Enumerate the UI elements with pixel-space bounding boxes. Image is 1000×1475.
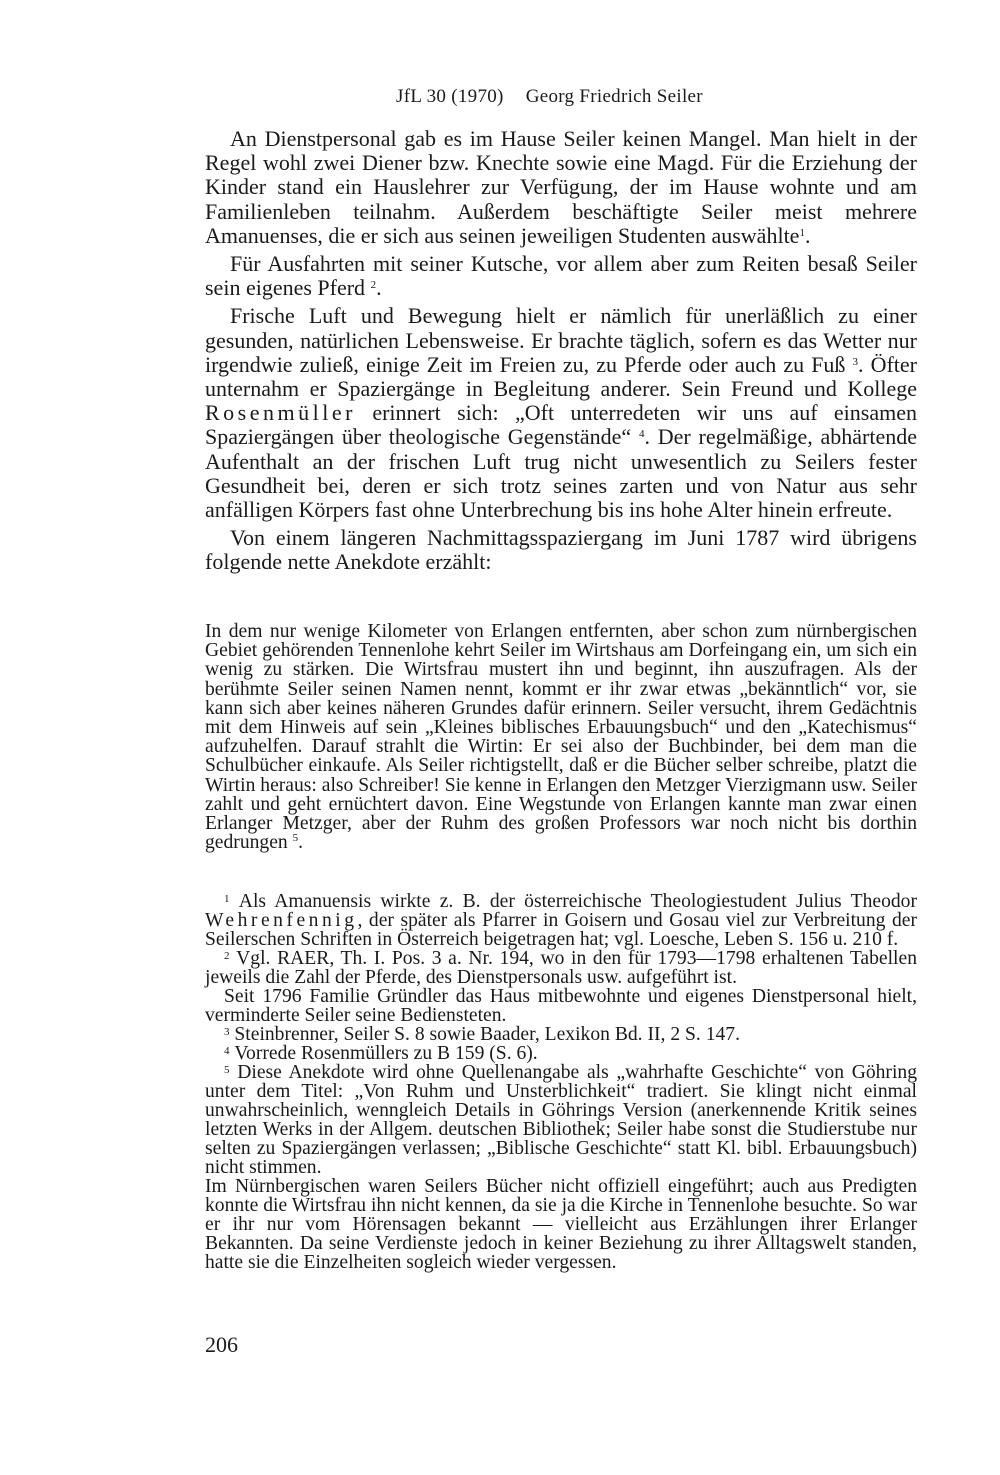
running-header	[396, 86, 703, 108]
anecdote-quote: In dem nur wenige Kilometer von Erlangen entfernten, aber schon zum nürnbergischen Gebiet gehörenden Tennenlohe kehrt Seiler im Wirtshaus am Dorfeingang ein, um sich ein wenig zu stärken. Die Wirtsfrau mustert ihn und beginnt, ihn auszufragen. Als der berühmte Seiler seinen Namen nennt, kommt er ihr zwar etwas „bekänntlich“ vor, sie kann sich aber keines näheren Grundes dafür erinnern. Seiler versucht, ihrem Gedächtnis mit dem Hinweis auf sein „Kleines biblisches Erbauungsbuch“ und den „Katechismus“ aufzuhelfen. Darauf strahlt die Wirtin: Er sei also der Buchbinder, bei dem man die Schulbücher einkaufe. Als Seiler richtigstellt, daß er die Bücher selber schreibe, platzt die Wirtin heraus: also Schreiber! Sie kenne in Erlangen den Metzger Vierzigmann usw. Seiler zahlt und geht ernüchtert davon. Eine Wegstunde von Erlangen kannte man zwar einen Erlanger Metzger, aber der Ruhm des großen Professors war noch nicht bis dorthin gedrungen $^5$.	[205, 621, 917, 854]
paragraph-text: . Öfter unternahm er Spaziergänge in Begleitung anderer. Sein Freund und Kollege	[205, 351, 918, 402]
footnote-1	[205, 892, 917, 949]
footnote-ref-3: 3	[852, 355, 859, 368]
footnote-text: Als Amanuensis wirkte z. B. der österreichische Theologiestudent Julius Theodor	[238, 891, 917, 912]
footnote-mark: 2	[224, 950, 230, 962]
footnote-ref-2: 2	[370, 279, 377, 292]
footnote-4	[205, 1044, 917, 1063]
paragraph-text: Frische Luft und Bewegung hielt er nämlich für unerläßlich zu einer gesunden, natürlichen Lebensweise. Er brachte täglich, sofern es das Wetter nur irgendwie zuließ, einige Zeit im Freien zu, zu Pferde oder auch zu Fuß	[205, 303, 917, 377]
footnote-5	[205, 1063, 917, 1177]
paragraph-servants: An Dienstpersonal gab es im Hause Seiler keinen Mangel. Man hielt in der Regel wohl zwei Diener bzw. Knechte sowie eine Magd. Für die Erziehung der Kinder stand ein Hauslehrer zur Verfügung, der im Hause wohnte und am Familienleben teilnahm. Außerdem beschäftigte Seiler meist mehrere Amanuenses, die er sich aus seinen jeweiligen Studenten auswählte$^1$.	[205, 126, 917, 248]
footnote-ref-4: 4	[638, 428, 645, 441]
footnote-5-continued	[205, 1177, 917, 1272]
footnote-mark: 3	[224, 1026, 230, 1038]
paragraph-text: erinnert sich: „Oft unterredeten wir uns auf einsamen Spaziergängen über theologische Gegenstände“	[205, 400, 917, 450]
paragraph-fresh-air	[205, 304, 917, 522]
person-name: Wehrenfennig	[205, 910, 358, 931]
footnotes	[205, 892, 917, 1272]
footnote-mark: 5	[224, 1064, 230, 1076]
footnote-mark: 4	[224, 1045, 230, 1057]
footnote-text: Diese Anekdote wird ohne Quellenangabe als „wahrhafte Geschichte“ von Göhring unter dem Titel: „Von Ruhm und Unsterblichkeit“ tradiert. Sie klingt nicht einmal unwahrscheinlich, wenngleich Details in Göhrings Version (anerkennende Kritik seines letzten Werks in der Allgem. deutschen Bibliothek; Seiler habe sonst die Studierstube nur selten zu Spaziergängen verlassen; „Biblische Geschichte“ statt Kl. bibl. Erbauungsbuch) nicht stimmen.	[205, 1062, 917, 1178]
footnote-2-continued	[205, 987, 917, 1025]
footnote-mark: 1	[224, 893, 230, 905]
paragraph-text: Von einem längeren Nachmittagsspaziergang im Juni 1787 wird übrigens folgende nette Anekdote erzählt:	[205, 525, 917, 575]
footnote-text: , der später als Pfarrer in Goisern und Gosau viel zur Verbreitung der Seilerschen Schriften in Österreich beigetragen hat; vgl. Loesche, Leben S. 156 u. 210 f.	[205, 910, 917, 950]
footnote-2	[205, 949, 917, 987]
person-name: Rosenmüller	[205, 400, 356, 426]
journal-reference: JfL 30 (1970)	[396, 86, 504, 107]
footnote-ref-1: 1	[799, 226, 805, 239]
footnote-text: Vorrede Rosenmüllers zu B 159 (S. 6).	[234, 1043, 538, 1064]
footnote-ref-5: 5	[292, 832, 299, 845]
footnote-text: Vgl. RAER, Th. I. Pos. 3 a. Nr. 194, wo in den für 1793—1798 erhaltenen Tabellen jeweils die Zahl der Pferde, des Dienstpersonals usw. aufgeführt ist.	[205, 948, 917, 988]
paragraph-horse: Für Ausfahrten mit seiner Kutsche, vor allem aber zum Reiten besaß Seiler sein eigenes Pferd $^2$.	[205, 251, 917, 301]
main-text	[205, 127, 917, 579]
footnote-text: Im Nürnbergischen waren Seilers Bücher nicht offiziell eingeführt; auch aus Predigten konnte die Wirtsfrau ihn nicht kennen, da sie ja die Kirche in Tennenlohe besuchte. So war er ihr nur vom Hörensagen bekannt — vielleicht aus Erzählungen ihrer Erlanger Bekannten. Da seine Verdienste jedoch in keiner Beziehung zu ihrer Alltagswelt standen, hatte sie die Einzelheiten sogleich wieder vergessen.	[205, 1176, 917, 1273]
paragraph-text: Für Ausfahrten mit seiner Kutsche, vor allem aber zum Reiten besaß Seiler sein eigenes Pferd	[205, 251, 917, 301]
footnote-text: Seit 1796 Familie Gründler das Haus mitbewohnte und eigenes Dienstpersonal hielt, verminderte Seiler seine Bediensteten.	[205, 986, 917, 1026]
footnote-text: Steinbrenner, Seiler S. 8 sowie Baader, Lexikon Bd. II, 2 S. 147.	[234, 1024, 741, 1045]
article-title: Georg Friedrich Seiler	[525, 86, 703, 107]
page-number: 206	[205, 1332, 238, 1357]
paragraph-text: An Dienstpersonal gab es im Hause Seiler keinen Mangel. Man hielt in der Regel wohl zwei Diener bzw. Knechte sowie eine Magd. Für die Erziehung der Kinder stand ein Hauslehrer zur Verfügung, der im Hause wohnte und am Familienleben teilnahm. Außerdem beschäftigte Seiler meist mehrere Amanuenses, die er sich aus seinen jeweiligen Studenten auswählte	[205, 126, 917, 248]
paragraph-anecdote-intro	[205, 526, 917, 574]
footnote-3	[205, 1025, 917, 1044]
quote-text: In dem nur wenige Kilometer von Erlangen entfernten, aber schon zum nürnbergischen Gebiet gehörenden Tennenlohe kehrt Seiler im Wirtshaus am Dorfeingang ein, um sich ein wenig zu stärken. Die Wirtsfrau mustert ihn und beginnt, ihn auszufragen. Als der berühmte Seiler seinen Namen nennt, kommt er ihr zwar etwas „bekänntlich“ vor, sie kann sich aber keines näheren Grundes dafür erinnern. Seiler versucht, ihrem Gedächtnis mit dem Hinweis auf sein „Kleines biblisches Erbauungsbuch“ und den „Katechismus“ aufzuhelfen. Darauf strahlt die Wirtin: Er sei also der Buchbinder, bei dem man die Schulbücher einkaufe. Als Seiler richtigstellt, daß er die Bücher selber schreibe, platzt die Wirtin heraus: also Schreiber! Sie kenne in Erlangen den Metzger Vierzigmann usw. Seiler zahlt und geht ernüchtert davon. Eine Wegstunde von Erlangen kannte man zwar einen Erlanger Metzger, aber der Ruhm des großen Professors war noch nicht bis dorthin gedrungen	[205, 621, 917, 854]
paragraph-text: . Der regelmäßige, abhärtende Aufenthalt an der frischen Luft trug nicht unwesentlich zu Seilers fester Gesundheit bei, deren er sich trotz seines zarten und von Natur aus sehr anfälligen Körpers fast ohne Unterbrechung bis ins hohe Alter hinein erfreute.	[205, 424, 917, 523]
